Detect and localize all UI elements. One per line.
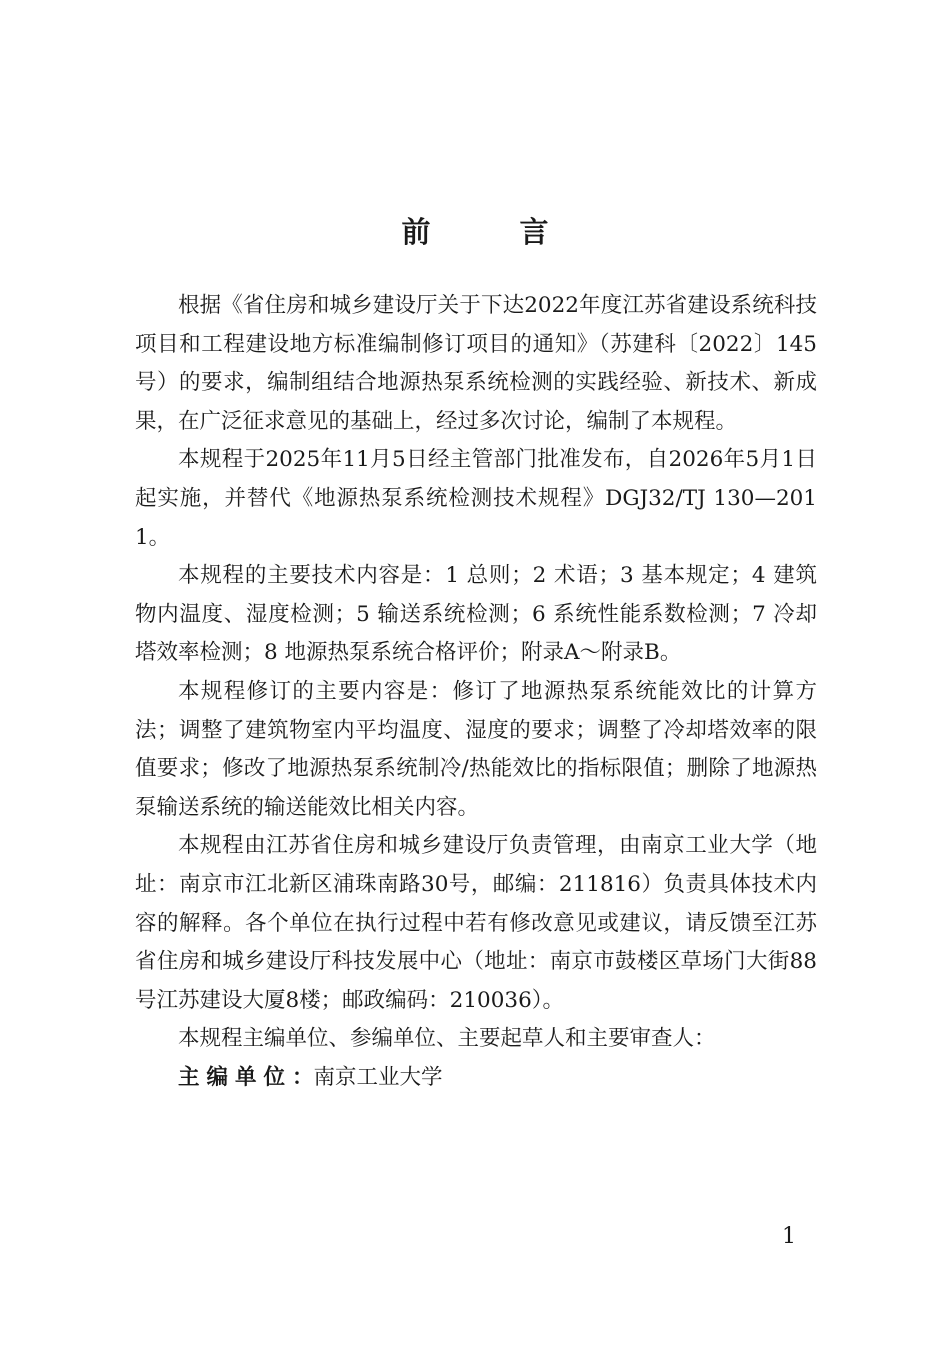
paragraph-effective-date: 本规程于2025年11月5日经主管部门批准发布，自2026年5月1日起实施，并替代《地源热泵系统检测技术规程》DGJ32/TJ 130—2011。 (135, 447, 817, 550)
chief-editor-line (135, 1059, 817, 1098)
chief-editor-value: 南京工业大学 (313, 1064, 443, 1090)
page-number: 1 (782, 1224, 796, 1249)
paragraph-main-contents: 本规程的主要技术内容是：1 总则；2 术语；3 基本规定；4 建筑物内温度、湿度检测；5 输送系统检测；6 系统性能系数检测；7 冷却塔效率检测；8 地源热泵系统合格评价；附录A～附录B。 (135, 563, 817, 666)
paragraph-revision-contents: 本规程修订的主要内容是：修订了地源热泵系统能效比的计算方法；调整了建筑物室内平均温度、湿度的要求；调整了冷却塔效率的限值要求；修改了地源热泵系统制冷/热能效比的指标限值；删除了地源热泵输送系统的输送能效比相关内容。 (135, 678, 817, 820)
chief-editor-label: 主编单位 (178, 1064, 293, 1090)
body-text (135, 287, 817, 1097)
paragraph-units-intro: 本规程主编单位、参编单位、主要起草人和主要审查人： (178, 1026, 716, 1052)
paragraph-basis: 根据《省住房和城乡建设厅关于下达2022年度江苏省建设系统科技项目和工程建设地方标准编制修订项目的通知》（苏建科〔2022〕145号）的要求，编制组结合地源热泵系统检测的实践经验、新技术、新成果，在广泛征求意见的基础上，经过多次讨论，编制了本规程。 (135, 293, 817, 434)
page-title: 前 言 (401, 215, 579, 249)
paragraph-management: 本规程由江苏省住房和城乡建设厅负责管理，由南京工业大学（地址：南京市江北新区浦珠南路30号，邮编：211816）负责具体技术内容的解释。各个单位在执行过程中若有修改意见或建议，请反馈至江苏省住房和城乡建设厅科技发展中心（地址：南京市鼓楼区草场门大街88号江苏建设大厦8楼；邮政编码：210036）。 (135, 833, 817, 1013)
chief-editor-colon: ： (292, 1064, 314, 1090)
